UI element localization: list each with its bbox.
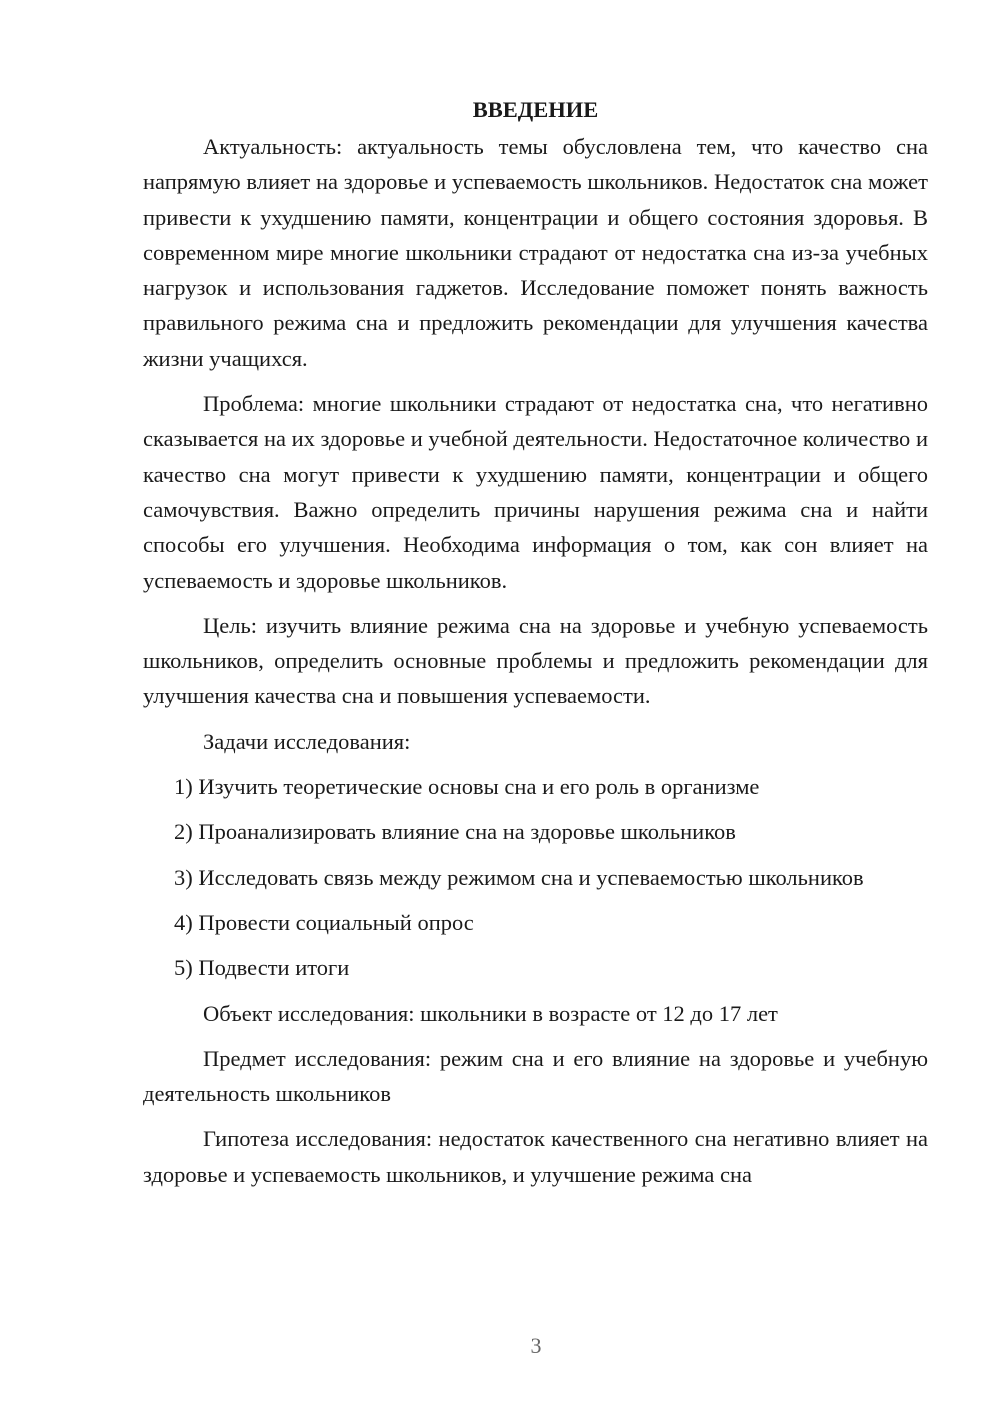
task-item-2: 2) Проанализировать влияние сна на здоровье школьников — [174, 819, 736, 845]
paragraph-relevance: Актуальность: актуальность темы обусловлена тем, что качество сна напрямую влияет на здоровье и успеваемость школьников. Недостаток сна может привести к ухудшению памяти, концентрации и общего состояния здоровья. В современном мире многие школьники страдают от недостатка сна из-за учебных нагрузок и использования гаджетов. Исследование поможет понять важность правильного режима сна и предложить рекомендации для улучшения качества жизни учащихся. — [143, 134, 928, 371]
page-number: 3 — [530, 1333, 542, 1358]
task-item-1: 1) Изучить теоретические основы сна и его роль в организме — [174, 774, 760, 800]
section-title: ВВЕДЕНИЕ — [472, 97, 599, 122]
task-item-3: 3) Исследовать связь между режимом сна и успеваемостью школьников — [174, 864, 864, 890]
task-item-4: 4) Провести социальный опрос — [174, 909, 474, 935]
task-item-5: 5) Подвести итоги — [174, 955, 350, 981]
paragraph-goal: Цель: изучить влияние режима сна на здоровье и учебную успеваемость школьников, определить основные проблемы и предложить рекомендации для улучшения качества сна и повышения успеваемости. — [143, 612, 928, 709]
page-content — [143, 92, 928, 1192]
paragraph-object: Объект исследования: школьники в возрасте от 12 до 17 лет — [203, 1000, 778, 1026]
paragraph-subject: Предмет исследования: режим сна и его влияние на здоровье и учебную деятельность школьников — [143, 1045, 928, 1107]
paragraph-hypothesis: Гипотеза исследования: недостаток качественного сна негативно влияет на здоровье и успеваемость школьников, и улучшение режима сна — [143, 1126, 928, 1187]
paragraph-tasks-heading: Задачи исследования: — [203, 728, 411, 754]
paragraph-problem: Проблема: многие школьники страдают от недостатка сна, что негативно сказывается на их здоровье и учебной деятельности. Недостаточное количество и качество сна могут привести к ухудшению памяти, концентрации и общего самочувствия. Важно определить причины нарушения режима сна и найти способы его улучшения. Необходима информация о том, как сон влияет на успеваемость и здоровье школьников. — [143, 391, 928, 593]
